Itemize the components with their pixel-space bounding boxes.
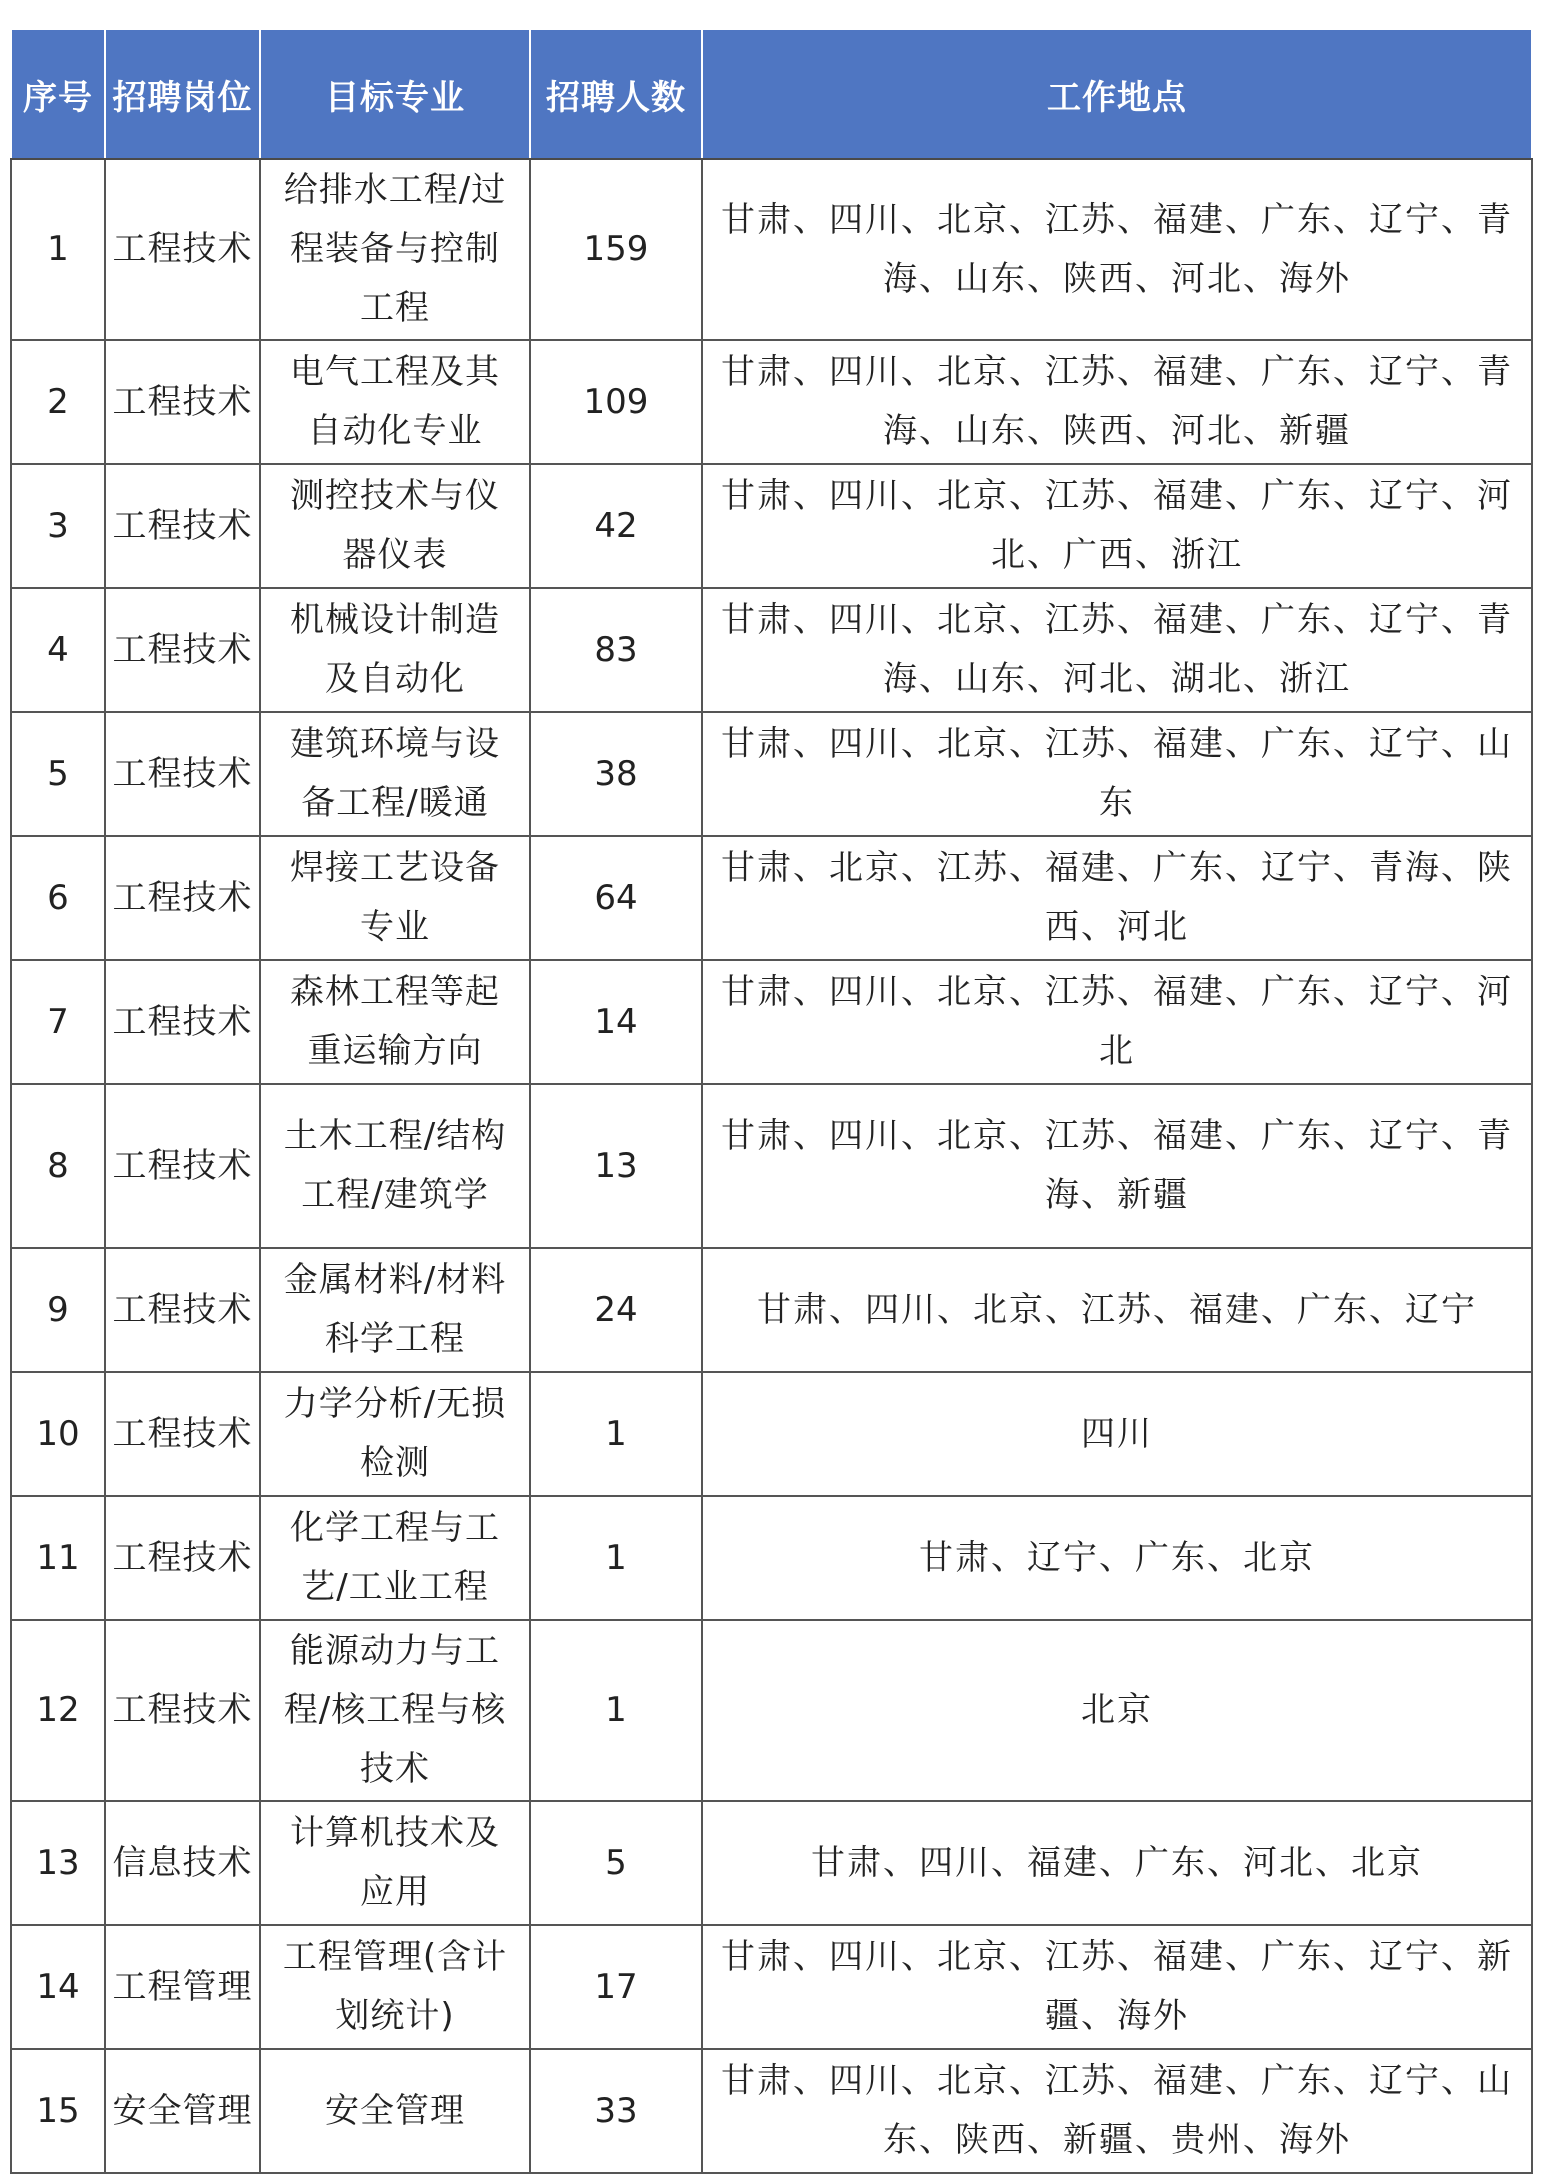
cell-major: 给排水工程/过程装备与控制工程: [260, 159, 530, 340]
cell-post: 工程技术: [105, 960, 260, 1084]
cell-major: 测控技术与仪器仪表: [260, 464, 530, 588]
cell-no: 7: [11, 960, 105, 1084]
cell-location: 甘肃、北京、江苏、福建、广东、辽宁、青海、陕西、河北: [702, 836, 1532, 960]
cell-no: 3: [11, 464, 105, 588]
cell-count: 13: [530, 1084, 702, 1248]
cell-major: 机械设计制造及自动化: [260, 588, 530, 712]
cell-count: 1: [530, 1372, 702, 1496]
cell-major: 力学分析/无损检测: [260, 1372, 530, 1496]
cell-count: 83: [530, 588, 702, 712]
table-row: [11, 1801, 1532, 1925]
cell-count: 42: [530, 464, 702, 588]
cell-major: 电气工程及其自动化专业: [260, 340, 530, 464]
cell-location: 甘肃、四川、北京、江苏、福建、广东、辽宁、青海、山东、河北、湖北、浙江: [702, 588, 1532, 712]
cell-post: 工程技术: [105, 340, 260, 464]
cell-major: 安全管理: [260, 2049, 530, 2173]
cell-post: 工程技术: [105, 588, 260, 712]
cell-post: 工程管理: [105, 1925, 260, 2049]
table-row: [11, 1496, 1532, 1620]
table-row: [11, 712, 1532, 836]
cell-count: 1: [530, 1620, 702, 1801]
cell-location: 甘肃、四川、北京、江苏、福建、广东、辽宁、青海、山东、陕西、河北、海外: [702, 159, 1532, 340]
table-row: [11, 1620, 1532, 1801]
cell-location: 甘肃、四川、北京、江苏、福建、广东、辽宁、青海、新疆: [702, 1084, 1532, 1248]
cell-major: 化学工程与工艺/工业工程: [260, 1496, 530, 1620]
cell-count: 64: [530, 836, 702, 960]
cell-post: 信息技术: [105, 1801, 260, 1925]
table-row: [11, 464, 1532, 588]
header-post: 招聘岗位: [105, 29, 260, 159]
cell-location: 四川: [702, 1372, 1532, 1496]
cell-location: 甘肃、四川、北京、江苏、福建、广东、辽宁、青海、山东、陕西、河北、新疆: [702, 340, 1532, 464]
cell-count: 109: [530, 340, 702, 464]
cell-count: 17: [530, 1925, 702, 2049]
cell-major: 能源动力与工程/核工程与核技术: [260, 1620, 530, 1801]
cell-no: 10: [11, 1372, 105, 1496]
cell-no: 6: [11, 836, 105, 960]
header-no: 序号: [11, 29, 105, 159]
cell-post: 工程技术: [105, 159, 260, 340]
header-major: 目标专业: [260, 29, 530, 159]
cell-count: 24: [530, 1248, 702, 1372]
cell-no: 5: [11, 712, 105, 836]
cell-major: 土木工程/结构工程/建筑学: [260, 1084, 530, 1248]
cell-post: 工程技术: [105, 1372, 260, 1496]
table-row: [11, 836, 1532, 960]
cell-no: 8: [11, 1084, 105, 1248]
table-row: [11, 1925, 1532, 2049]
cell-post: 工程技术: [105, 1084, 260, 1248]
cell-location: 甘肃、四川、福建、广东、河北、北京: [702, 1801, 1532, 1925]
table-row: [11, 1248, 1532, 1372]
cell-post: 工程技术: [105, 1620, 260, 1801]
cell-count: 38: [530, 712, 702, 836]
cell-location: 甘肃、四川、北京、江苏、福建、广东、辽宁、山东: [702, 712, 1532, 836]
cell-no: 2: [11, 340, 105, 464]
table-row: [11, 1372, 1532, 1496]
table-row: [11, 1084, 1532, 1248]
recruitment-table-container: [10, 28, 1531, 2174]
cell-post: 工程技术: [105, 1248, 260, 1372]
table-row: [11, 2049, 1532, 2173]
cell-no: 13: [11, 1801, 105, 1925]
cell-no: 1: [11, 159, 105, 340]
cell-post: 工程技术: [105, 464, 260, 588]
cell-location: 甘肃、四川、北京、江苏、福建、广东、辽宁: [702, 1248, 1532, 1372]
cell-post: 工程技术: [105, 712, 260, 836]
table-row: [11, 960, 1532, 1084]
cell-no: 14: [11, 1925, 105, 2049]
cell-location: 甘肃、四川、北京、江苏、福建、广东、辽宁、河北、广西、浙江: [702, 464, 1532, 588]
cell-count: 14: [530, 960, 702, 1084]
cell-post: 工程技术: [105, 836, 260, 960]
cell-no: 11: [11, 1496, 105, 1620]
cell-location: 甘肃、四川、北京、江苏、福建、广东、辽宁、山东、陕西、新疆、贵州、海外: [702, 2049, 1532, 2173]
cell-location: 甘肃、四川、北京、江苏、福建、广东、辽宁、新疆、海外: [702, 1925, 1532, 2049]
cell-major: 计算机技术及应用: [260, 1801, 530, 1925]
table-header: [11, 29, 1532, 159]
cell-major: 金属材料/材料科学工程: [260, 1248, 530, 1372]
cell-no: 12: [11, 1620, 105, 1801]
table-row: [11, 340, 1532, 464]
cell-location: 甘肃、四川、北京、江苏、福建、广东、辽宁、河北: [702, 960, 1532, 1084]
cell-location: 甘肃、辽宁、广东、北京: [702, 1496, 1532, 1620]
cell-location: 北京: [702, 1620, 1532, 1801]
table-row: [11, 159, 1532, 340]
cell-no: 9: [11, 1248, 105, 1372]
cell-count: 5: [530, 1801, 702, 1925]
cell-major: 焊接工艺设备专业: [260, 836, 530, 960]
cell-no: 15: [11, 2049, 105, 2173]
cell-post: 工程技术: [105, 1496, 260, 1620]
cell-no: 4: [11, 588, 105, 712]
header-count: 招聘人数: [530, 29, 702, 159]
cell-major: 工程管理(含计划统计): [260, 1925, 530, 2049]
cell-major: 森林工程等起重运输方向: [260, 960, 530, 1084]
recruitment-table: [10, 28, 1533, 2174]
cell-post: 安全管理: [105, 2049, 260, 2173]
table-body: [11, 159, 1532, 2173]
cell-count: 33: [530, 2049, 702, 2173]
table-row: [11, 588, 1532, 712]
cell-count: 159: [530, 159, 702, 340]
cell-count: 1: [530, 1496, 702, 1620]
header-row: [11, 29, 1532, 159]
cell-major: 建筑环境与设备工程/暖通: [260, 712, 530, 836]
header-location: 工作地点: [702, 29, 1532, 159]
